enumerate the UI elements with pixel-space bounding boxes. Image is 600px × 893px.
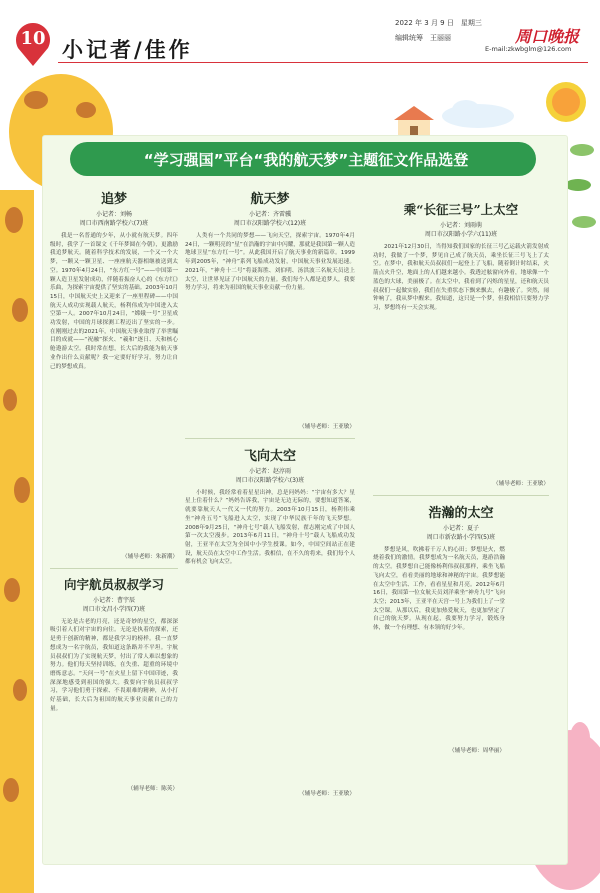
article-mentor: （辅导老师：王亚敏） bbox=[493, 481, 549, 487]
article-school: 周口市新农路小学四(5)班 bbox=[426, 533, 496, 541]
article-body: 小时候，我经常看着星星出神，总是问妈妈：“宇宙有多大？星星上住着什么？”妈妈告诉我，宇宙是无边无际的，要想知道答案，就要靠航天人一代又一代的努力。2003年10月15日，杨利伟乘坐“神舟五号”飞船进入太空，实现了中华民族千年的飞天梦想。2008年9月25日，“神舟七号”载人飞船发射，翟志刚完成了中国人第一次太空漫步。2013年6月11日，“神舟十号”载人飞船成功发射，王亚平在太空为全国中小学生授课。如今，中国空间站正在建设，航天员在太空中工作生活。我相信，在不久的将来，我们每个人都有机会飞向太空。 bbox=[185, 489, 355, 566]
article bbox=[50, 188, 178, 562]
article bbox=[185, 445, 355, 799]
article-reporter: 小记者：齐雷骥 bbox=[248, 211, 291, 218]
article-school: 周口市西南路学校六(7)班 bbox=[79, 220, 149, 227]
page-number: 10 bbox=[20, 28, 46, 49]
newspaper-logo: 周口晚报 bbox=[515, 27, 580, 46]
article-mentor: （辅导老师：王亚敏） bbox=[299, 790, 355, 797]
article-title: 浩瀚的太空 bbox=[428, 505, 494, 521]
article-school: 周口市汉阳路学校六(3)班 bbox=[235, 476, 305, 484]
article-reporter: 小记者：刘畅 bbox=[95, 211, 132, 218]
right-column bbox=[373, 182, 549, 755]
contact-email: E-mail:zkwbglm@126.com bbox=[485, 45, 572, 53]
article-title: 飞向太空 bbox=[243, 448, 296, 464]
article-reporter: 小记者：刘雨萌 bbox=[439, 222, 482, 229]
issue-date: 2022 年 3 月 9 日 星期三 bbox=[395, 19, 482, 27]
article-school: 周口市文昌小学四(7)班 bbox=[82, 605, 146, 613]
banner-title: “学习强国”平台“我的航天梦”主题征文作品选登 bbox=[143, 151, 469, 169]
article bbox=[373, 200, 549, 489]
editor-credit: 编辑统筹 王丽丽 bbox=[395, 34, 451, 42]
article-body: 人类有一个共同的梦想——飞向天空，探索宇宙。1970年4月24日，一颗明亮的“星”在浩瀚的宇宙中闪耀，那就是我国第一颗人造地球卫星“东方红一号”。从此我国开启了航天事业的新篇章。1999年到2005年，“神舟”系列飞船成功发射，中国航天事业发展迅速。2021年，“神舟十二号”将聂海胜、刘伯明、汤洪波三名航天员送上太空，让世界见证了中国航天的力量。我们每个人都是追梦人，我要努力学习，将来为祖国的航天事业贡献一份力量。 bbox=[185, 233, 355, 292]
article-reporter: 小记者：曹宇辰 bbox=[92, 596, 135, 604]
page-number-badge bbox=[14, 22, 52, 66]
article-body: 梦想是风，吹拂着千万人的心田；梦想是火，燃烧着我们的激情。我梦想成为一名航天员，遨游浩瀚的太空。我梦想自己能像杨利伟叔叔那样，乘坐飞船飞向太空，看看美丽的地球和神秘的宇宙。我梦想能在太空中生活、工作，看看星星和月亮。2012年6月16日，我国第一位女航天员刘洋乘坐“神舟九号”飞向太空；2013年，王亚平在天宫一号上为我们上了一堂太空课。从那以后，我更加热爱航天，也更加坚定了自己的航天梦。从现在起，我要努力学习，锻炼身体，做一个有理想、有本领的好少年。 bbox=[373, 546, 505, 632]
article bbox=[185, 188, 355, 432]
article-divider bbox=[373, 495, 549, 496]
article-body: 无论是古老的月亮，还是奇妙的星空，都深深吸引着人们对宇宙的向往。无论是执着的探索，还是勇于创新的精神，都是我学习的榜样。我一直梦想成为一名宇航员，我知道这条路并不平坦。宇航员叔叔们为了实现航天梦，付出了常人难以想象的努力。他们每天坚持训练，在失重、超重的环境中磨炼意志。“天问一号”在火星上留下中国印迹，我深深地感受到祖国的强大。我要向宇航员叔叔学习，学习他们勇于探索、不畏艰难的精神，从小打好基础，长大后为祖国的航天事业贡献自己的力量。 bbox=[50, 618, 178, 712]
giraffe-neck-illustration bbox=[0, 190, 34, 893]
article-mentor: （辅导老师：周华丽） bbox=[449, 747, 505, 754]
article-title: 航天梦 bbox=[250, 192, 290, 207]
header-rule bbox=[58, 62, 588, 63]
article-reporter: 小记者：赵淳雨 bbox=[248, 467, 291, 475]
section-title: 小记者/佳作 bbox=[62, 37, 193, 62]
cloud-illustration bbox=[438, 96, 518, 130]
article-body: 2021年12月30日，当得知我们国家的长征三号乙运载火箭发射成功时，我做了一个梦，梦见自己成了航天员，乘坐长征三号飞上了太空。在梦中，我和航天员叔叔们一起登上了飞船，随着倒计时结束，火箭点火升空，地面上的人们越来越小。我透过舷窗向外看，地球像一个蓝色的大球，美丽极了。在太空中，我看到了闪烁的星星，还和航天员叔叔们一起做实验，我们在失重状态下飘来飘去，有趣极了。突然，闹钟响了，我从梦中醒来。我知道，这只是一个梦，但我相信只要努力学习，梦想终有一天会实现。 bbox=[373, 244, 549, 311]
middle-column bbox=[185, 182, 355, 798]
article bbox=[373, 502, 549, 756]
article bbox=[50, 575, 178, 794]
article-title: 向宇航员叔叔学习 bbox=[63, 576, 164, 592]
article-body: 我是一名普通的少年，从小就有航天梦。四年级时，我学了一首课文《千年梦圆在今朝》，更激励我追梦航天。随着科学技术的发展，一个又一个大梦，一颗又一颗卫星、一座座航天器相继被送到太空。1970年4月24日，“东方红一号”——中国第一颗人造卫星发射成功，伴随着振奋人心的《东方红》乐曲，为探索宇宙提供了坚实的基础。2003年10月15日，中国航天史上又迎来了一座里程碑——中国航天人成功实现载人航天，杨利伟成为中国进入太空第一人。2007年10月24日，“嫦娥一号”卫星成功发射，中国的月球探测工程迈出了坚实的一步。在刚刚过去的2021年，中国航天事业取得了举世瞩目的成就——“祝融”探火、“羲和”逐日、天和核心舱遨游太空。我时常在想，长大后的我能为航天事业作出什么贡献呢？我一定要好好学习，努力让自己的梦想成真。 bbox=[50, 233, 178, 370]
article-title: 追梦 bbox=[100, 192, 127, 207]
sun-illustration bbox=[538, 74, 594, 130]
article-divider bbox=[50, 568, 178, 569]
article-mentor: （辅导老师：陈英） bbox=[127, 785, 178, 792]
article-school: 周口市汉阳路学校六(12)班 bbox=[233, 220, 307, 227]
article-title: 乘“长征三号”上太空 bbox=[403, 202, 519, 217]
left-column bbox=[50, 182, 178, 793]
article-divider bbox=[185, 438, 355, 439]
article-school: 周口市汉阳路小学六(11)班 bbox=[424, 231, 498, 238]
article-reporter: 小记者：夏子 bbox=[442, 524, 479, 532]
article-mentor: （辅导老师：王亚敏） bbox=[299, 424, 355, 430]
article-mentor: （辅导老师：朱新潮） bbox=[122, 554, 178, 560]
